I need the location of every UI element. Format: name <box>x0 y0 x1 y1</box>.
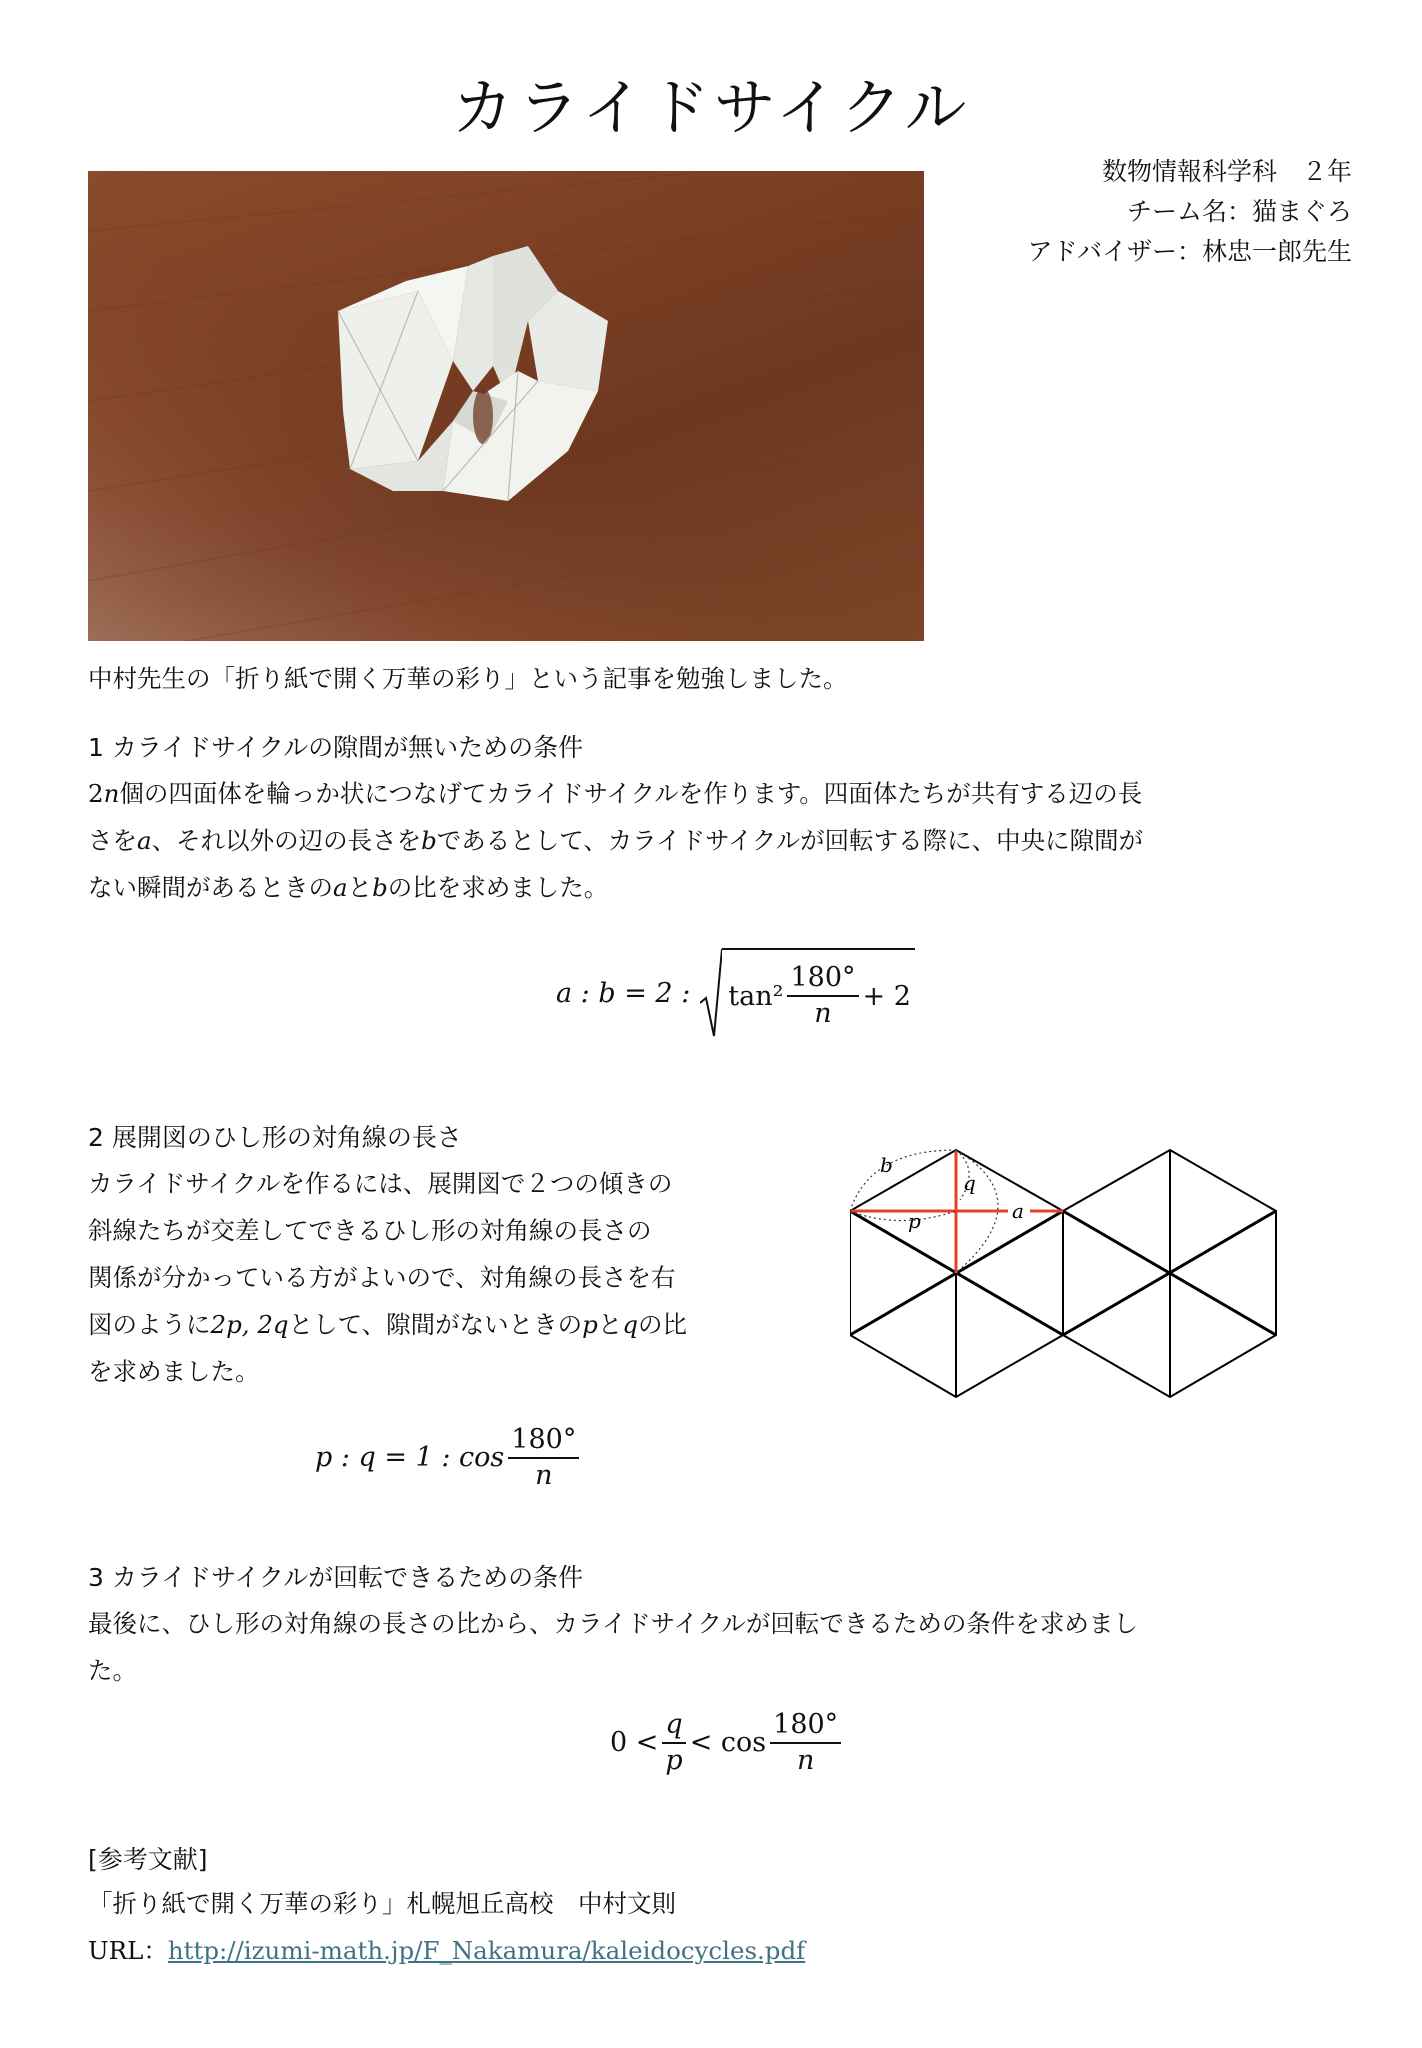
square-root: tan² $\frac{180^\circ}{n}$ + 2 <box>700 948 915 1038</box>
formula-ratio-ab: a : b = 2 : tan² $\frac{180^\circ}{n}$ + 2 <box>556 948 915 1038</box>
label-b: b <box>880 1153 893 1177</box>
kaleidocycle-net-svg <box>850 1140 1290 1410</box>
section-3-heading: 3 カライドサイクルが回転できるための条件 <box>88 1563 584 1592</box>
section-1-line-3: ない瞬間があるときのaとbの比を求めました。 <box>88 873 609 902</box>
advisor: アドバイザー：林忠一郎先生 <box>1027 237 1352 266</box>
label-q: q <box>963 1171 976 1195</box>
kaleidocycle-photo <box>88 171 924 641</box>
reference-url-link[interactable]: http://izumi-math.jp/F_Nakamura/kaleidocycles.pdf <box>167 1936 806 1965</box>
department: 数物情報科学科 ２年 <box>1101 157 1352 186</box>
formula-ratio-pq: p : q = 1 : cos $\frac{180^\circ}{n}$ <box>315 1425 583 1490</box>
label-p: p <box>908 1209 921 1233</box>
page-title: カライドサイクル <box>451 71 971 144</box>
section-2-body: カライドサイクルを作るには、展開図で２つの傾きの 斜線たちが交差してできるひし形の対角線の長さの 関係が分かっている方がよいので、対角線の長さを右 図のように2p, 2qとして、隙間がないときのpとqの比 を求めました。 <box>88 1169 688 1386</box>
reference-citation: 「折り紙で開く万華の彩り」札幌旭丘高校 中村文則 <box>88 1889 676 1918</box>
author-info <box>1027 152 1352 272</box>
section-1-line-1: 2n個の四面体を輪っか状につなげてカライドサイクルを作ります。四面体たちが共有する辺の長 <box>88 779 1143 808</box>
reference-url-line: URL：http://izumi-math.jp/F_Nakamura/kaleidocycles.pdf <box>88 1936 806 1965</box>
radical-sign-icon <box>700 948 722 1038</box>
kaleidocycle-photo-illustration <box>88 171 924 641</box>
section-1-body <box>88 770 1350 911</box>
section-1-heading: 1 カライドサイクルの隙間が無いための条件 <box>88 733 584 762</box>
references-body <box>88 1880 1350 1974</box>
section-2-heading: 2 展開図のひし形の対角線の長さ <box>88 1123 462 1152</box>
net-diagram <box>850 1140 1290 1414</box>
references-heading: [参考文献] <box>88 1845 208 1874</box>
team-name: チーム名：猫まぐろ <box>1126 197 1352 226</box>
label-a: a <box>1012 1199 1024 1223</box>
section-1-line-2: さをa、それ以外の辺の長さをbであるとして、カライドサイクルが回転する際に、中央に隙間が <box>88 826 1144 855</box>
intro-text: 中村先生の「折り紙で開く万華の彩り」という記事を勉強しました。 <box>88 664 848 693</box>
formula-rotation-condition: 0 < $\frac{q}{p}$ < cos $\frac{180^\circ}{n}$ <box>610 1710 845 1775</box>
section-3-body: 最後に、ひし形の対角線の長さの比から、カライドサイクルが回転できるための条件を求めまし た。 <box>88 1609 1138 1685</box>
